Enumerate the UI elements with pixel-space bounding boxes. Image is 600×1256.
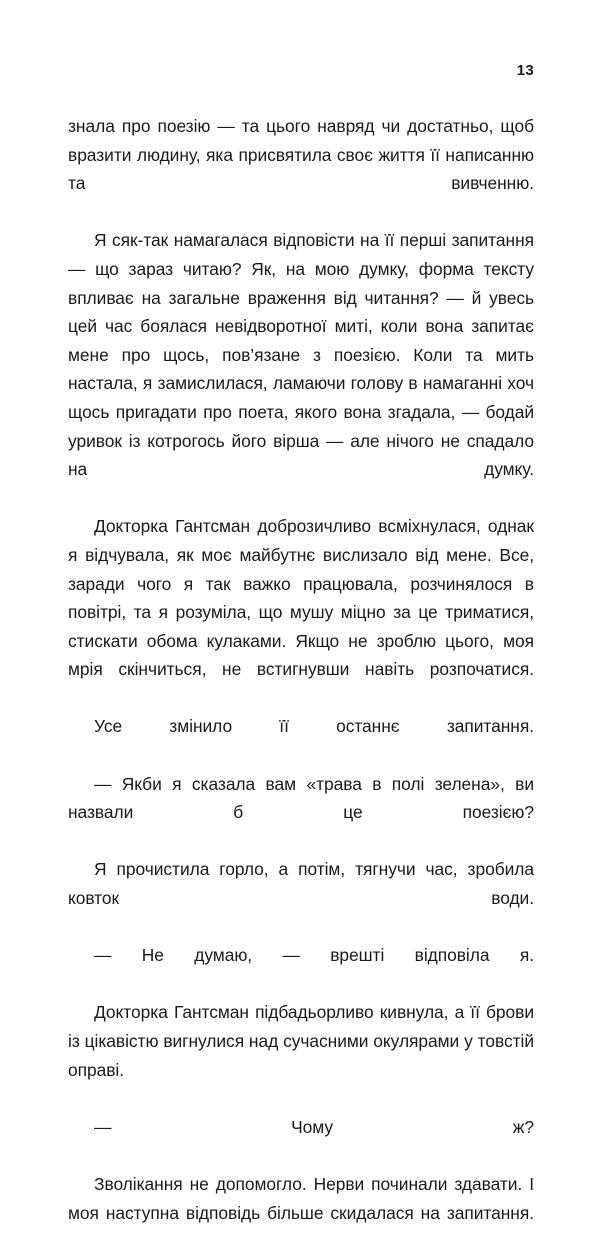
paragraph: Усе змінило її останнє запитання. <box>94 716 534 737</box>
paragraph: Я прочистила горло, а потім, тягнучи час, зробила ковток води. <box>68 859 534 909</box>
paragraph: Зволікання не допомогло. Нерви починали здавати. І моя наступна відповідь більше скидалася на запитання. <box>68 1173 534 1223</box>
paragraph: Докторка Гантсман доброзичливо всміхнулася, однак я відчувала, як моє майбутнє вислизало від мене. Все, заради чого я так важко працювала, розчинялося в повітрі, та я розуміла, що мушу міцно за це триматися, стискати обома кулаками. Якщо не зроблю цього, моя мрія скінчиться, не встигнувши навіть розпочатися. <box>68 516 534 680</box>
page-number: 13 <box>516 62 534 79</box>
paragraph: — Не думаю, — врешті відповіла я. <box>94 945 534 966</box>
page-text-body <box>68 112 534 1256</box>
paragraph: — Чому ж? <box>94 1116 534 1137</box>
paragraph: Я сяк-так намагалася відповісти на її перші запитання — що зараз читаю? Як, на мою думку, форма тексту впливає на загальне враження від читання? — й увесь цей час боялася невідворотної миті, коли вона запитає мене про щось, пов’язане з поезією. Коли та мить настала, я замислилася, ламаючи голову в намаганні хоч щось пригадати про поета, якого вона згадала, — бодай уривок із котрогось його вірша — але нічого не спадало на думку. <box>68 230 534 480</box>
paragraph: — Якби я сказала вам «трава в полі зелена», ви назвали б це поезією? <box>68 773 534 823</box>
paragraph: знала про поезію — та цього навряд чи достатньо, щоб вразити людину, яка присвятила своє життя її написанню та вивченню. <box>68 116 534 194</box>
paragraph: Докторка Гантсман підбадьорливо кивнула, а її брови із цікавістю вигнулися над сучасними окулярами у товстій оправі. <box>68 1002 534 1080</box>
